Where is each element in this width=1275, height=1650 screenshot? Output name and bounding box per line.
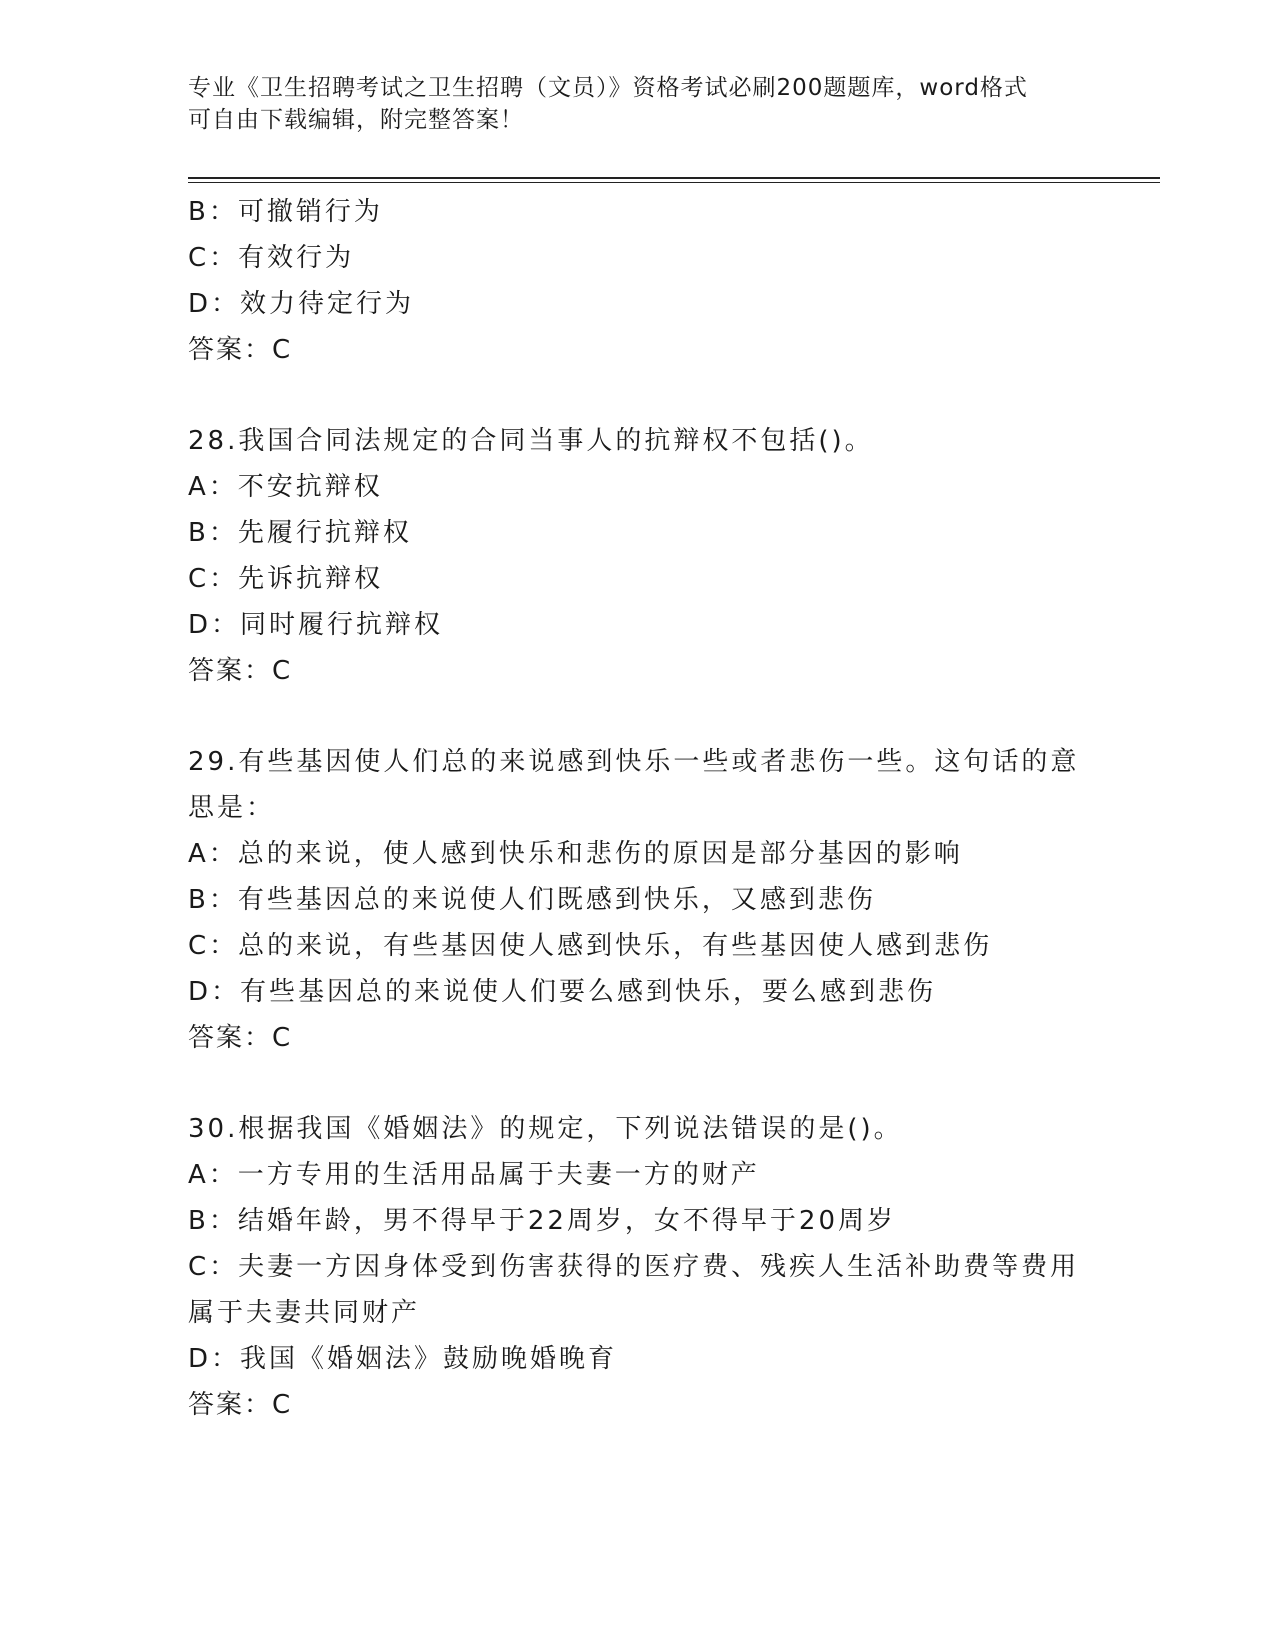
question-block-27-continued <box>188 189 1088 373</box>
option-line: A：总的来说，使人感到快乐和悲伤的原因是部分基因的影响 <box>188 839 963 869</box>
header-line-1: 专业《卫生招聘考试之卫生招聘（文员）》资格考试必刷200题题库，word格式 <box>188 75 1028 101</box>
option-line: A：不安抗辩权 <box>188 472 383 502</box>
option-line: D：效力待定行为 <box>188 289 415 319</box>
question-stem-continued: 思是： <box>188 793 276 823</box>
answer-line: 答案：C <box>188 335 293 365</box>
option-line: B：有些基因总的来说使人们既感到快乐，又感到悲伤 <box>188 885 876 915</box>
option-line: C：先诉抗辩权 <box>188 564 384 594</box>
option-line: C：夫妻一方因身体受到伤害获得的医疗费、残疾人生活补助费等费用 <box>188 1252 1080 1282</box>
document-header <box>188 72 1088 136</box>
header-line-2: 可自由下载编辑，附完整答案！ <box>188 107 524 133</box>
option-line-continued: 属于夫妻共同财产 <box>188 1298 421 1328</box>
option-line: C：有效行为 <box>188 243 355 273</box>
option-line: B：结婚年龄，男不得早于22周岁，女不得早于20周岁 <box>188 1206 897 1236</box>
question-block-28 <box>188 418 1088 694</box>
question-list <box>188 189 1088 1428</box>
question-stem: 30.根据我国《婚姻法》的规定，下列说法错误的是()。 <box>188 1114 903 1144</box>
option-line: D：我国《婚姻法》鼓励晚婚晚育 <box>188 1344 618 1374</box>
question-block-30 <box>188 1106 1088 1428</box>
header-rule-thin <box>188 182 1160 183</box>
question-block-29 <box>188 739 1088 1061</box>
question-stem: 28.我国合同法规定的合同当事人的抗辩权不包括()。 <box>188 426 874 456</box>
option-line: D：有些基因总的来说使人们要么感到快乐，要么感到悲伤 <box>188 977 937 1007</box>
option-line: B：先履行抗辩权 <box>188 518 412 548</box>
answer-line: 答案：C <box>188 1023 293 1053</box>
option-line: C：总的来说，有些基因使人感到快乐，有些基因使人感到悲伤 <box>188 931 993 961</box>
question-stem: 29.有些基因使人们总的来说感到快乐一些或者悲伤一些。这句话的意 <box>188 747 1080 777</box>
answer-line: 答案：C <box>188 656 293 686</box>
option-line: D：同时履行抗辩权 <box>188 610 444 640</box>
answer-line: 答案：C <box>188 1390 293 1420</box>
header-rule-thick <box>188 177 1160 179</box>
option-line: B：可撤销行为 <box>188 197 383 227</box>
option-line: A：一方专用的生活用品属于夫妻一方的财产 <box>188 1160 760 1190</box>
